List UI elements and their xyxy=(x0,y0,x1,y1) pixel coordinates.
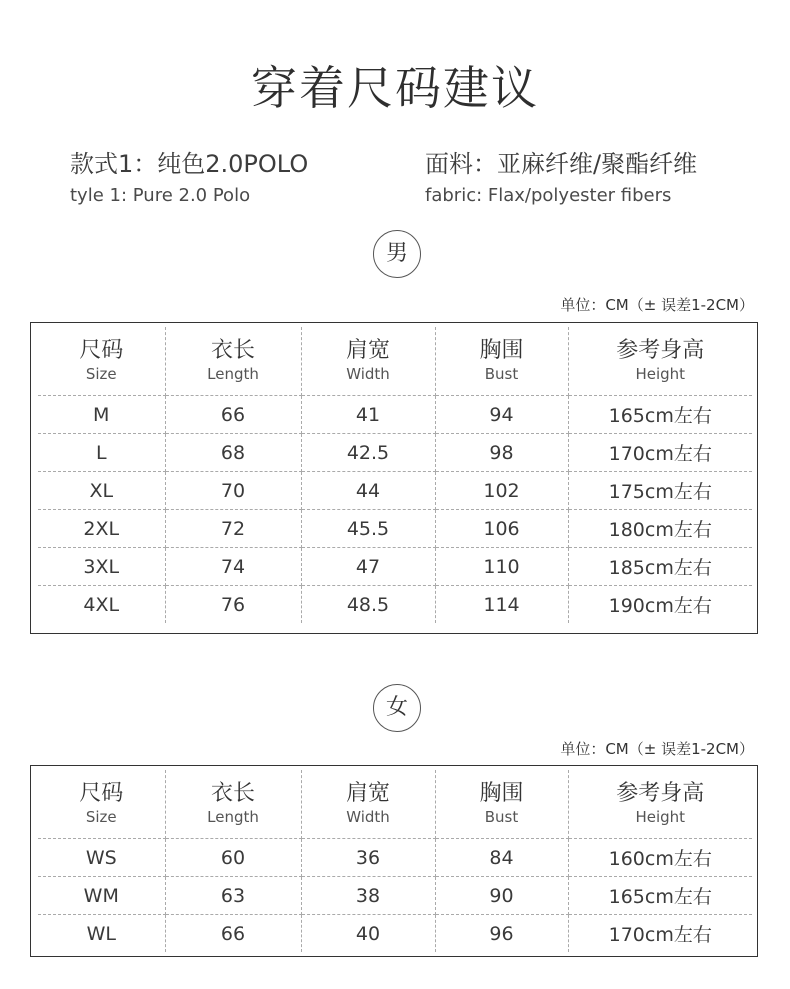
cell-width: 48.5 xyxy=(301,586,435,624)
col-header-en: Bust xyxy=(484,365,519,383)
women-size-table xyxy=(30,765,758,957)
col-header-zh: 衣长 xyxy=(210,781,255,806)
cell-length: 72 xyxy=(165,510,301,548)
men-header-row xyxy=(38,327,752,396)
col-header-zh: 衣长 xyxy=(210,338,255,363)
col-header-height xyxy=(568,327,752,396)
cell-bust: 96 xyxy=(435,915,568,953)
col-header-zh: 尺码 xyxy=(79,781,124,806)
cell-height: 180cm左右 xyxy=(568,510,752,548)
cell-height: 165cm左右 xyxy=(568,396,752,434)
col-header-zh: 肩宽 xyxy=(345,338,390,363)
cell-length: 66 xyxy=(165,396,301,434)
col-header-size xyxy=(38,770,165,839)
cell-size: 4XL xyxy=(38,586,165,624)
fabric-info xyxy=(425,144,697,206)
table-row xyxy=(38,510,752,548)
cell-length: 76 xyxy=(165,586,301,624)
cell-bust: 98 xyxy=(435,434,568,472)
col-header-length xyxy=(165,327,301,396)
cell-height: 170cm左右 xyxy=(568,434,752,472)
cell-size: 3XL xyxy=(38,548,165,586)
col-header-en: Size xyxy=(85,365,117,383)
men-size-table xyxy=(30,322,758,634)
cell-width: 36 xyxy=(301,839,435,877)
style-label-zh: 款式1：纯色2.0POLO xyxy=(70,150,309,178)
women-badge: 女 xyxy=(373,684,421,732)
col-header-bust xyxy=(435,327,568,396)
page-title: 穿着尺码建议 xyxy=(251,61,539,115)
cell-length: 63 xyxy=(165,877,301,915)
cell-width: 41 xyxy=(301,396,435,434)
table-row xyxy=(38,586,752,624)
cell-width: 40 xyxy=(301,915,435,953)
cell-bust: 106 xyxy=(435,510,568,548)
cell-bust: 102 xyxy=(435,472,568,510)
cell-size: XL xyxy=(38,472,165,510)
cell-height: 165cm左右 xyxy=(568,877,752,915)
cell-width: 42.5 xyxy=(301,434,435,472)
cell-bust: 114 xyxy=(435,586,568,624)
women-unit-note: 单位：CM（± 误差1-2CM） xyxy=(560,740,754,758)
table-row xyxy=(38,396,752,434)
fabric-label-zh: 面料：亚麻纤维/聚酯纤维 xyxy=(425,150,698,178)
col-header-en: Bust xyxy=(484,808,519,826)
cell-bust: 90 xyxy=(435,877,568,915)
fabric-label-en: fabric: Flax/polyester fibers xyxy=(425,185,672,206)
col-header-zh: 参考身高 xyxy=(616,781,705,806)
men-badge: 男 xyxy=(373,230,421,278)
men-unit-note: 单位：CM（± 误差1-2CM） xyxy=(560,296,754,314)
cell-height: 185cm左右 xyxy=(568,548,752,586)
col-header-en: Width xyxy=(346,365,390,383)
col-header-height xyxy=(568,770,752,839)
cell-length: 74 xyxy=(165,548,301,586)
cell-height: 170cm左右 xyxy=(608,924,712,946)
table-row xyxy=(38,915,752,953)
cell-size: WS xyxy=(38,839,165,877)
col-header-en: Size xyxy=(85,808,117,826)
cell-length: 66 xyxy=(165,915,301,953)
cell-size: WM xyxy=(38,877,165,915)
men-table xyxy=(38,327,752,623)
cell-width: 45.5 xyxy=(301,510,435,548)
col-header-en: Height xyxy=(635,808,686,826)
col-header-zh: 尺码 xyxy=(79,338,124,363)
col-header-zh: 胸围 xyxy=(479,781,524,806)
table-row xyxy=(38,877,752,915)
cell-length: 68 xyxy=(165,434,301,472)
cell-length: 70 xyxy=(165,472,301,510)
table-row xyxy=(38,548,752,586)
col-header-bust xyxy=(435,770,568,839)
cell-height: 175cm左右 xyxy=(568,472,752,510)
cell-bust: 110 xyxy=(435,548,568,586)
col-header-zh: 胸围 xyxy=(479,338,524,363)
col-header-length xyxy=(165,770,301,839)
style-info xyxy=(70,144,308,206)
cell-size: WL xyxy=(38,915,165,953)
col-header-width xyxy=(301,327,435,396)
cell-bust: 84 xyxy=(435,839,568,877)
cell-height: 190cm左右 xyxy=(608,595,712,617)
cell-height: 160cm左右 xyxy=(568,839,752,877)
col-header-zh: 肩宽 xyxy=(345,781,390,806)
table-row xyxy=(38,472,752,510)
women-table xyxy=(38,770,752,952)
cell-width: 38 xyxy=(301,877,435,915)
col-header-en: Length xyxy=(207,808,259,826)
col-header-en: Width xyxy=(346,808,390,826)
col-header-size xyxy=(38,327,165,396)
cell-length: 60 xyxy=(165,839,301,877)
cell-size: M xyxy=(38,396,165,434)
women-header-row xyxy=(38,770,752,839)
cell-width: 44 xyxy=(301,472,435,510)
cell-size: L xyxy=(38,434,165,472)
col-header-width xyxy=(301,770,435,839)
col-header-en: Length xyxy=(207,365,259,383)
table-row xyxy=(38,839,752,877)
table-row xyxy=(38,434,752,472)
col-header-zh: 参考身高 xyxy=(616,338,705,363)
cell-size: 2XL xyxy=(38,510,165,548)
cell-bust: 94 xyxy=(435,396,568,434)
col-header-en: Height xyxy=(635,365,686,383)
style-label-en: tyle 1: Pure 2.0 Polo xyxy=(70,185,251,206)
cell-width: 47 xyxy=(301,548,435,586)
